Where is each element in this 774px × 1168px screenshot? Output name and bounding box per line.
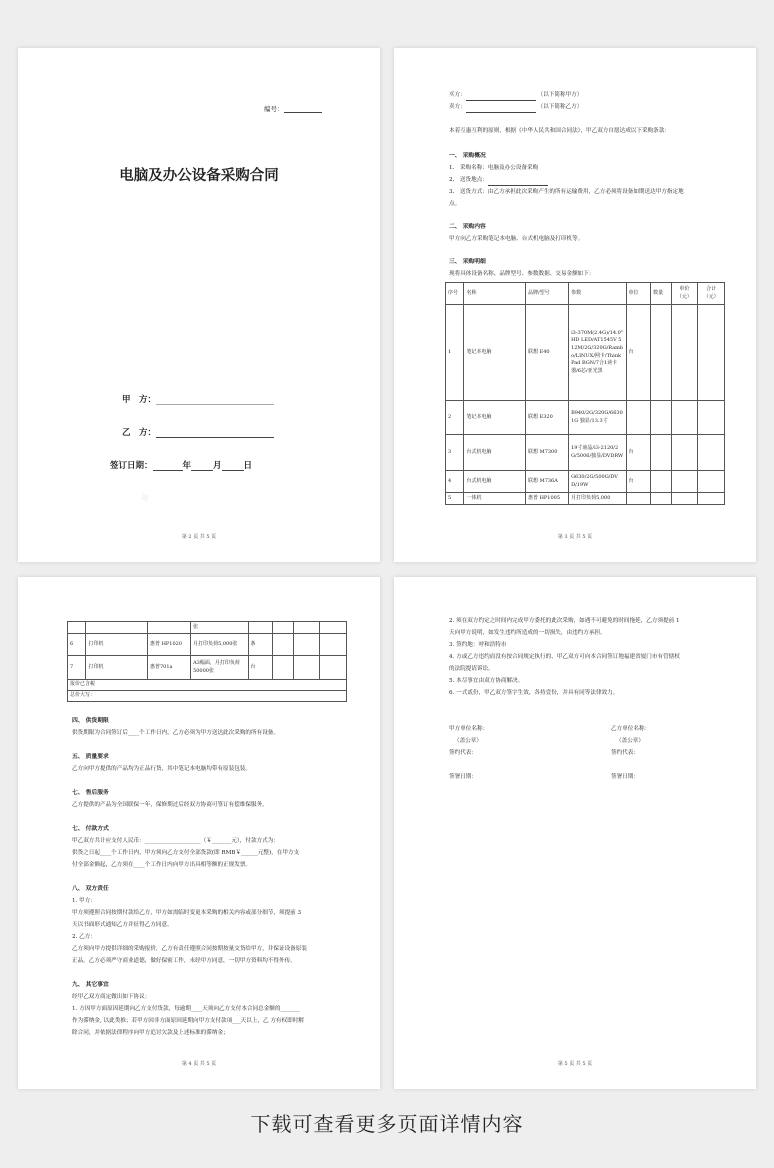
table-row — [446, 401, 725, 435]
table-row — [446, 471, 725, 493]
cell: 台 — [248, 656, 273, 680]
section-9-line-2: 1. 方因甲方面原因延期向乙方支付货款，每逾期____天须向乙方支付本合同总金额的_______ — [72, 1006, 301, 1012]
section-4-title: 四、 供货期限 — [72, 718, 109, 724]
serial-number-field — [264, 104, 322, 113]
delivery-location-blank — [488, 180, 548, 186]
party-b-date-label: 签署日期： — [611, 774, 639, 780]
section-9-line-4: 除合同，并依据法律程序向甲方追讨欠款及上述标准的滞纳金； — [72, 1030, 229, 1036]
cell: 惠普701a — [147, 656, 190, 680]
seller-note: （以下简称乙方） — [537, 104, 583, 110]
year-blank — [153, 463, 183, 471]
total-caps-cell: 总价大写： — [68, 691, 347, 702]
cell — [273, 634, 294, 656]
seller-label: 卖方： — [449, 104, 466, 110]
section-8-title: 八、 双方责任 — [72, 886, 109, 892]
intro-text: 本着互惠互利的原则，根据《中华人民共和国合同法》，甲乙双方自愿达成以下采购条款： — [449, 128, 670, 134]
cell: 惠普 HP1020 — [147, 634, 190, 656]
day-label: 日 — [243, 461, 253, 471]
section-7-title: 七、 付款方式 — [72, 826, 109, 832]
section-1-title: 一、 采购概况 — [449, 153, 486, 159]
cell — [293, 634, 320, 656]
cell — [651, 435, 672, 471]
cell: 台 — [626, 435, 651, 471]
cell: 联想 E320 — [525, 401, 568, 435]
section-8-line-3: 天以书面形式通知乙方并征得乙方同意。 — [72, 922, 173, 928]
clause-line-7: 6. 一式贰份，甲乙双方签字生效，各持壹份，并具有同等法律效力。 — [449, 690, 619, 696]
cell: 笔记本电脑 — [464, 305, 526, 401]
section-2-title: 二、 采购内容 — [449, 224, 486, 230]
section-7-line-3: 付全部金额起，乙方须在____个工作日内向甲方出具相等额的正规发票。 — [72, 862, 252, 868]
cell: 4 — [446, 471, 464, 493]
cell — [671, 435, 698, 471]
cell — [698, 435, 725, 471]
cell: 5 — [446, 493, 464, 505]
section-1-line-2 — [449, 176, 548, 186]
cell: A3幅面，月打印负荷50000张 — [191, 656, 248, 680]
cell — [651, 401, 672, 435]
section-9-title: 九、 其它事宜 — [72, 982, 109, 988]
serial-label: 编号： — [264, 105, 284, 113]
party-b-blank — [156, 430, 274, 438]
table-row — [446, 493, 725, 505]
cell: 联想 M736A — [525, 471, 568, 493]
section-6-title: 七、 售后服务 — [72, 790, 109, 796]
page-footer: 第 2 页 共 5 页 — [181, 534, 217, 540]
cell — [651, 305, 672, 401]
page-footer: 第 4 页 共 5 页 — [181, 1061, 217, 1067]
party-a-rep-label: 签约代表： — [449, 750, 477, 756]
clause-line-5: 的法院提请诉讼。 — [449, 666, 494, 672]
cell — [626, 493, 651, 505]
section-6-line-1: 乙方提供的产品为全国联保一年，保修期过后经双方协商可签订有偿维保服务。 — [72, 802, 268, 808]
cell: 台 — [626, 305, 651, 401]
section-2-line-1: 甲方向乙方采购笔记本电脑、台式机电脑及打印机等。 — [449, 236, 584, 242]
section-5-title: 五、 质量要求 — [72, 754, 109, 760]
party-a-date-label: 签署日期： — [449, 774, 477, 780]
cell: 6 — [68, 634, 86, 656]
section-7-line-2: 供货之日起____个工作日内，甲方须向乙方支付全部货款(即 RMB￥______元整)，在甲方支 — [72, 850, 300, 856]
contract-page-terms — [394, 48, 756, 562]
purchase-detail-table — [445, 282, 725, 505]
cell: 联想 M7300 — [525, 435, 568, 471]
section-1-line-3: 3、 送货方式：由乙方承担此次采购产生的所有运输费用，乙方必须将设备如期送达甲方指定地 — [449, 189, 684, 195]
table-row — [68, 680, 347, 691]
section-3-line-1: 现将具体设备名称、品牌型号、参数数据、交易金额如下： — [449, 271, 595, 277]
cell — [273, 656, 294, 680]
page-footer: 第 3 页 共 5 页 — [557, 534, 593, 540]
party-b-field — [122, 426, 274, 438]
header-cell: 单位 — [626, 283, 651, 305]
cell: i3-370M(2.4G)/14.0" HD LED/AT1545V 512M/2G/320G/Rambo/LINUX/网卡/ThinkPad BGN/7合1读卡器/6芯/亚光黑 — [569, 305, 626, 401]
year-label: 年 — [182, 461, 192, 471]
delivery-location-label: 2、 送货地点： — [449, 177, 488, 183]
header-cell: 参数 — [569, 283, 626, 305]
party-a-field — [122, 393, 274, 405]
sign-date-field — [110, 459, 252, 471]
party-b-label: 乙 方： — [122, 428, 157, 438]
section-7-line-1: 甲乙双方共计应支付人民币：____________________（￥_______元），付款方式为： — [72, 838, 279, 844]
month-blank — [191, 463, 213, 471]
cell — [320, 634, 347, 656]
clause-line-2: 天向甲方说明，如发生违约所造成的一切损失，由违约方承担。 — [449, 630, 606, 636]
cell — [147, 622, 190, 634]
sign-date-label: 签订日期： — [110, 461, 153, 471]
cell — [248, 622, 273, 634]
contract-page-clauses — [18, 577, 380, 1089]
serial-blank — [284, 105, 322, 113]
cell — [671, 401, 698, 435]
cell — [293, 656, 320, 680]
cell — [626, 401, 651, 435]
header-cell: 序号 — [446, 283, 464, 305]
cell: 3 — [446, 435, 464, 471]
section-8-line-2: 甲方须遵照合同按期付款给乙方，甲方如需临时变更本采购的相关内容或部分细节，须提前 3 — [72, 910, 302, 916]
cell — [651, 493, 672, 505]
cell: 7 — [68, 656, 86, 680]
party-a-label: 甲 方： — [122, 395, 157, 405]
clause-line-1: 2. 须在双方约定之时间内完成甲方委托的此次采购，如遇不可避免的时间拖延，乙方须提前 1 — [449, 618, 680, 624]
tax-note-cell: 报价已含税 — [68, 680, 347, 691]
header-cell: 单价（元） — [671, 283, 698, 305]
cell — [698, 401, 725, 435]
section-4-line-1: 供货期限为合同签订后____个工作日内，乙方必须为甲方送达此次采购的所有设备。 — [72, 730, 279, 736]
cell: 19寸液晶/i3-2120/2G/5006/独显/DVDRW — [569, 435, 626, 471]
cell — [86, 622, 148, 634]
buyer-blank — [466, 95, 536, 101]
cell: 台 — [626, 471, 651, 493]
cell: 打印机 — [86, 634, 148, 656]
party-b-unit-label: 乙方单位名称： — [611, 726, 651, 732]
table-row — [68, 634, 347, 656]
clause-line-3: 3. 签约地：呼和浩特市 — [449, 642, 507, 648]
download-caption: 下载可查看更多页面详情内容 — [250, 1112, 524, 1136]
cell: 联想 E40 — [525, 305, 568, 401]
table-row — [68, 691, 347, 702]
header-cell: 名称 — [464, 283, 526, 305]
page-footer: 第 5 页 共 5 页 — [557, 1061, 593, 1067]
watermark: ✦ — [133, 485, 158, 512]
clause-line-4: 4. 方或乙方违约而没有按合同规定执行的，甲乙双方可向本合同签订地福建省厦门市有管辖权 — [449, 654, 680, 660]
cell — [651, 471, 672, 493]
cell: 月打印负荷5,000 — [569, 493, 626, 505]
cell: G630/2G/500G/DVD/19W — [569, 471, 626, 493]
section-1-line-1: 1、 采购名称：电脑及办公设备采购 — [449, 165, 539, 171]
section-9-line-1: 经甲乙双方商定做出如下协议： — [72, 994, 151, 1000]
cell: 笔记本电脑 — [464, 401, 526, 435]
table-row — [68, 622, 347, 634]
table-row — [68, 656, 347, 680]
section-8-line-4: 2. 乙方： — [72, 934, 96, 940]
cell: 条 — [248, 634, 273, 656]
cell: 张 — [191, 622, 248, 634]
cell: 2 — [446, 401, 464, 435]
contract-page-signatures — [394, 577, 756, 1089]
month-label: 月 — [213, 461, 222, 471]
cell: 一体机 — [464, 493, 526, 505]
cell — [320, 656, 347, 680]
cell: 台式机电脑 — [464, 471, 526, 493]
cell: 1 — [446, 305, 464, 401]
cell — [698, 471, 725, 493]
header-cell: 品牌/型号 — [525, 283, 568, 305]
table-header-row — [446, 283, 725, 305]
purchase-detail-table-continued — [67, 621, 347, 702]
cell — [698, 493, 725, 505]
cell: 惠普 HP1005 — [525, 493, 568, 505]
seller-line — [449, 103, 582, 113]
day-blank — [222, 463, 244, 471]
contract-title: 电脑及办公设备采购合同 — [119, 168, 279, 184]
cell — [273, 622, 294, 634]
cell — [698, 305, 725, 401]
section-8-line-5: 乙方须向甲方提供详细的采购报价，乙方有责任遵照合同按期按量交货给甲方，并保证设备原装 — [72, 946, 307, 952]
cell — [320, 622, 347, 634]
section-5-line-1: 乙方向甲方提供的产品均为正品行货，其中笔记本电脑均带有原装包装。 — [72, 766, 252, 772]
cell — [68, 622, 86, 634]
header-cell: 合计（元） — [698, 283, 725, 305]
cell: 打印机 — [86, 656, 148, 680]
clause-line-6: 5. 本尽事宜由双方协商解决。 — [449, 678, 524, 684]
party-a-seal-label: （盖公章） — [454, 738, 482, 744]
seller-blank — [466, 107, 536, 113]
header-cell: 数量 — [651, 283, 672, 305]
buyer-label: 买方： — [449, 92, 466, 98]
party-a-blank — [156, 397, 274, 405]
buyer-note: （以下简称甲方） — [537, 92, 583, 98]
section-9-line-3: 作为滞纳金, 以此类推；若甲方因非方面原因延期向甲方支付款项___天以上，乙 方有权即时解 — [72, 1018, 304, 1024]
section-8-line-6: 正品。乙方必须严守商业道德，做好保密工作，未经甲方同意，一切甲方资料均不得外传。 — [72, 958, 296, 964]
cell — [671, 493, 698, 505]
section-3-title: 三、 采购明细 — [449, 259, 486, 265]
buyer-line — [449, 91, 582, 101]
cell — [671, 471, 698, 493]
cell — [671, 305, 698, 401]
section-1-line-4: 点。 — [449, 201, 461, 207]
party-a-unit-label: 甲方单位名称： — [449, 726, 489, 732]
cell: B940/2G/320G/6630 1G 独显/13.3寸 — [569, 401, 626, 435]
cell — [293, 622, 320, 634]
party-b-rep-label: 签约代表： — [611, 750, 639, 756]
table-row — [446, 435, 725, 471]
party-b-seal-label: （盖公章） — [616, 738, 644, 744]
cell: 台式机电脑 — [464, 435, 526, 471]
cell: 月打印负荷5,000张 — [191, 634, 248, 656]
contract-cover-page — [18, 48, 380, 562]
section-8-line-1: 1. 甲方： — [72, 898, 96, 904]
table-row — [446, 305, 725, 401]
